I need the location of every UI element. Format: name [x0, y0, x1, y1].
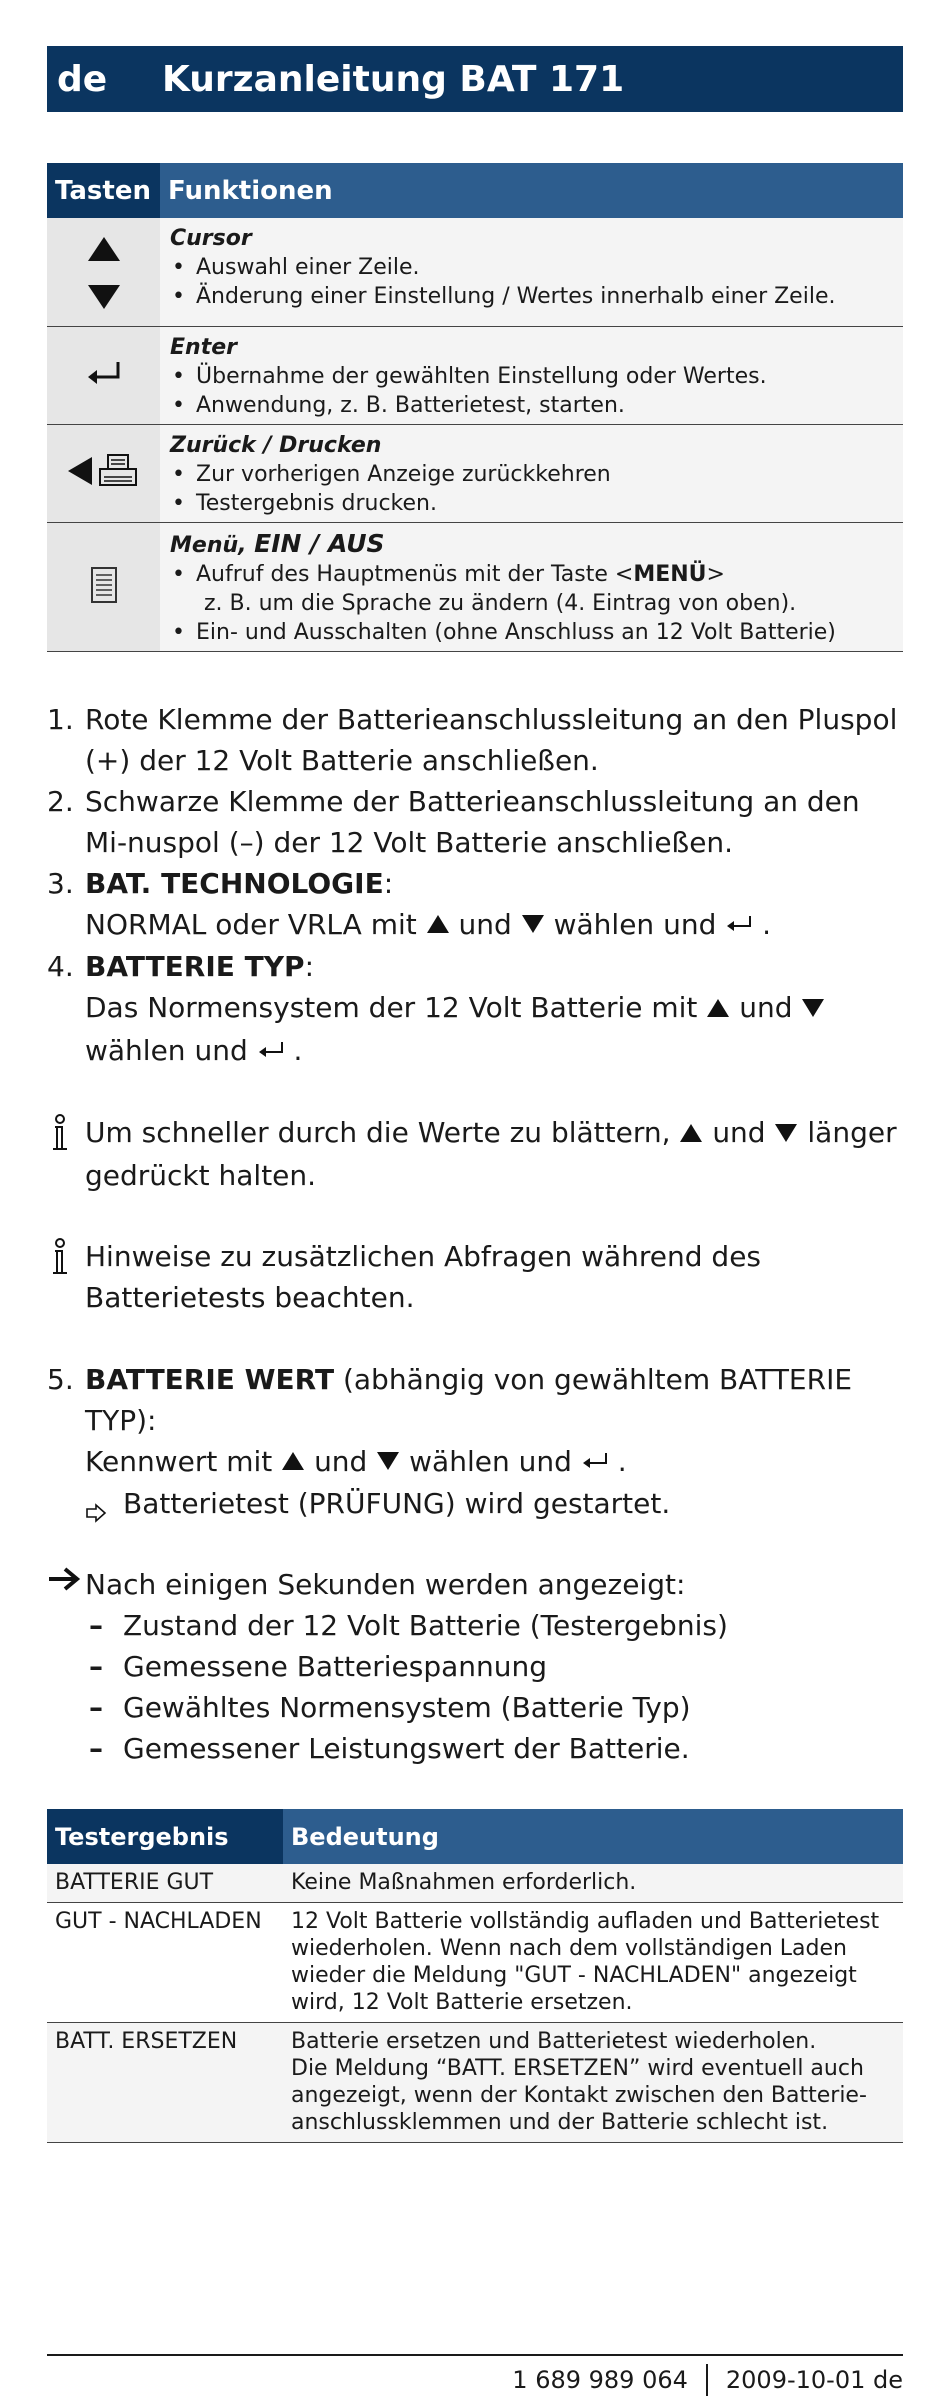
list-item: • Auswahl einer Zeile. [170, 253, 893, 282]
header-bar [47, 46, 903, 112]
meaning-cell: Batterie ersetzen und Batterietest wiederholen. Die Meldung “BATT. ERSETZEN” wird eventuell auch angezeigt, wenn der Kontakt zwischen den Batterie- anschlussklemmen und der Batterie schlecht ist. [283, 2023, 903, 2143]
down-triangle-icon [521, 905, 545, 946]
keys-table-header [47, 163, 903, 218]
enter-icon [257, 1031, 285, 1072]
list-item: • Ein- und Ausschalten (ohne Anschluss an 12 Volt Batterie) [170, 618, 893, 647]
key-row-back-print [47, 424, 903, 522]
key-name: Menü [170, 532, 239, 558]
back-print-icon [47, 424, 160, 522]
step-5: 5. BATTERIE WERT (abhängig von gewähltem BATTERIE TYP): Kennwert mit und wählen und . Batterietest (PRÜFUNG) wird gestartet. [47, 1359, 903, 1525]
quick-guide-page [47, 46, 903, 2143]
col-result: Testergebnis [47, 1809, 283, 1864]
step-5-result: Batterietest (PRÜFUNG) wird gestartet. [85, 1483, 903, 1524]
result-cell: GUT - NACHLADEN [47, 1903, 283, 2023]
info-note-1: Um schneller durch die Werte zu blättern, und länger gedrückt halten. [47, 1112, 903, 1196]
down-triangle-icon [801, 989, 825, 1030]
step-1: 1. Rote Klemme der Batterieanschlussleitung an den Pluspol (+) der 12 Volt Batterie anschließen. [47, 702, 898, 777]
result-arrow-icon [85, 1493, 107, 1534]
list-item: • Änderung einer Einstellung / Wertes innerhalb einer Zeile. [170, 282, 893, 311]
arrow-right-icon [47, 1564, 85, 1605]
info-icon [47, 1236, 85, 1318]
page-title: Kurzanleitung BAT 171 [162, 58, 625, 100]
step-4: 4. BATTERIE TYP: Das Normensystem der 12 Volt Batterie mit und wählen und . [47, 946, 903, 1072]
step-3: 3. BAT. TECHNOLOGIE: NORMAL oder VRLA mit und wählen und . [47, 863, 903, 947]
results-table-header [47, 1809, 903, 1864]
enter-icon [581, 1442, 609, 1483]
page-footer [47, 2354, 903, 2394]
keys-table [47, 163, 903, 652]
list-item: • Testergebnis drucken. [170, 489, 893, 518]
up-triangle-icon [706, 989, 730, 1030]
key-name-2: EIN / AUS [254, 528, 385, 558]
table-row [47, 2023, 903, 2143]
key-row-cursor [47, 218, 903, 326]
result-intro: Nach einigen Sekunden werden angezeigt: [47, 1564, 903, 1605]
list-item: – Gemessene Batteriespannung [85, 1646, 903, 1687]
key-name: Zurück / Drucken [170, 432, 382, 458]
meaning-cell: 12 Volt Batterie vollständig aufladen und Batterietest wiederholen. Wenn nach dem vollständigen Laden wieder die Meldung "GUT - NACHLADEN" angezeigt wird, 12 Volt Batterie ersetzen. [283, 1903, 903, 2023]
up-down-triangle-icon [47, 218, 160, 326]
instruction-steps [47, 699, 903, 1770]
table-row [47, 1864, 903, 1903]
result-cell: BATT. ERSETZEN [47, 2023, 283, 2143]
key-name: Enter [170, 334, 237, 360]
results-table [47, 1809, 903, 2143]
key-row-menu: Menü, EIN / AUS • Aufruf des Hauptmenüs mit der Taste <MENÜ> z. B. um die Sprache zu ändern (4. Eintrag von oben). • Ein- und Ausschalten (ohne Anschluss an 12 Volt Batterie) [47, 522, 903, 651]
language-code: de [57, 58, 108, 100]
result-cell: BATTERIE GUT [47, 1864, 283, 1903]
list-item: • Zur vorherigen Anzeige zurückkehren [170, 460, 893, 489]
col-functions: Funktionen [160, 163, 903, 218]
document-date-language: 2009-10-01 de [725, 2366, 903, 2394]
list-item: – Gewähltes Normensystem (Batterie Typ) [85, 1687, 903, 1728]
col-meaning: Bedeutung [283, 1809, 903, 1864]
list-item: – Zustand der 12 Volt Batterie (Testergebnis) [85, 1605, 903, 1646]
key-name: Cursor [170, 226, 252, 251]
key-row-enter [47, 326, 903, 424]
list-item-continuation: z. B. um die Sprache zu ändern (4. Eintrag von oben). [204, 590, 797, 616]
document-number: 1 689 989 064 [512, 2366, 688, 2394]
down-triangle-icon [774, 1114, 798, 1155]
table-row [47, 1903, 903, 2023]
list-item: • Aufruf des Hauptmenüs mit der Taste <MENÜ> [170, 560, 893, 589]
footer-divider [706, 2364, 708, 2396]
up-triangle-icon [679, 1114, 703, 1155]
info-note-2: Hinweise zu zusätzlichen Abfragen während des Batterietests beachten. [47, 1236, 903, 1318]
menu-icon [47, 522, 160, 651]
list-item: – Gemessener Leistungswert der Batterie. [85, 1728, 903, 1769]
down-triangle-icon [376, 1442, 400, 1483]
enter-icon [47, 326, 160, 424]
meaning-cell: Keine Maßnahmen erforderlich. [283, 1864, 903, 1903]
list-item: • Anwendung, z. B. Batterietest, starten. [170, 391, 893, 420]
info-icon [47, 1112, 85, 1196]
col-keys: Tasten [47, 163, 160, 218]
up-triangle-icon [281, 1442, 305, 1483]
list-item: • Übernahme der gewählten Einstellung oder Wertes. [170, 362, 893, 391]
displayed-values-list [85, 1605, 903, 1769]
up-triangle-icon [426, 905, 450, 946]
step-2: 2. Schwarze Klemme der Batterieanschlussleitung an den Mi-nuspol (–) der 12 Volt Batterie anschließen. [47, 784, 860, 859]
enter-icon [725, 905, 753, 946]
